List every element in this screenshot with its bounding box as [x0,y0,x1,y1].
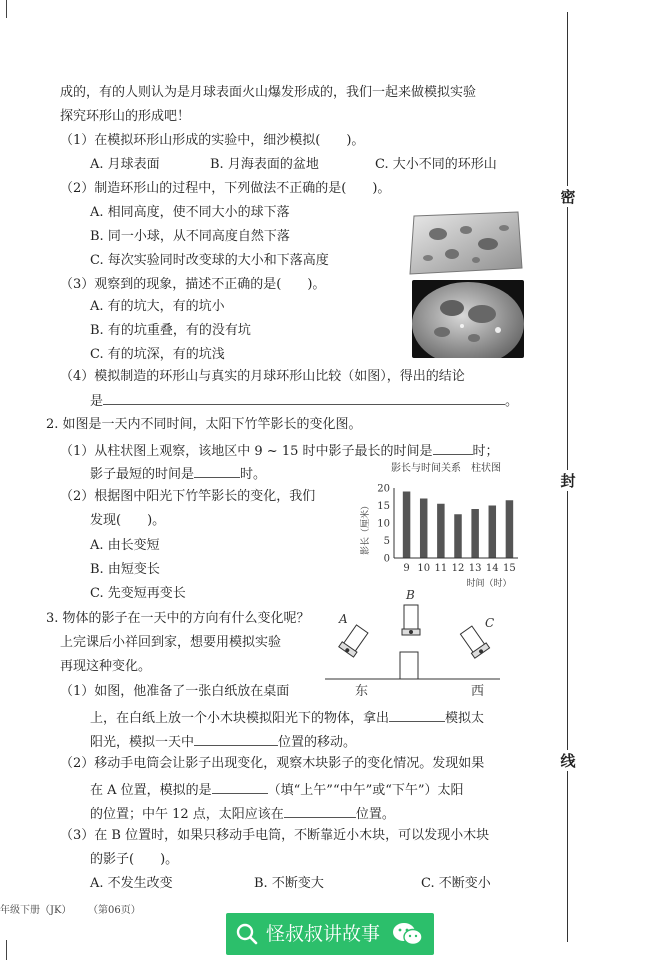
q3-sub3-line2: 的影子( )。 [90,852,179,867]
chart-x-tick-label: 13 [468,563,482,574]
chart-x-tick-label: 10 [417,563,431,574]
chart-bar [420,499,428,559]
q1-sub1-option-b: B. 月海表面的盆地 [210,157,319,172]
q3-sub2-line1: （2）移动手电筒会让影子出现变化，观察木块影子的变化情况。发现如果 [60,756,485,771]
q3-sub1-tool-blank[interactable] [389,707,445,722]
wechat-banner [226,913,434,955]
q3-sub3-line1: （3）在 B 位置时，如果只移动手电筒，不断靠近小木块，可以发现小木块 [60,828,490,843]
chart-x-tick-label: 11 [434,563,448,574]
chart-x-tick-label: 12 [451,563,465,574]
q2-sub1-line1: （1）从柱状图上观察，该地区中 9 ~ 15 时中影子最长的时间是 时； [60,440,499,461]
q2-shortest-time-blank[interactable] [194,463,240,478]
q3-sub2-line3: 的位置；中午 12 点，太阳应该在 位置。 [90,803,395,824]
q2-sub1-line2: 影子最短的时间是 时。 [90,463,266,484]
position-b-label: B [406,588,415,602]
footer-grade: 年级下册（JK） [0,905,72,916]
q2-sub2-line2: 发现( )。 [90,513,166,528]
q1-sub4-line2: 是 。 [90,390,518,411]
flashlight-b-icon [402,605,420,635]
q2-sub2-option-a: A. 由长变短 [90,538,160,553]
chart-bar [403,492,411,559]
wood-block [400,652,418,679]
intro-line-2: 探究环形山的形成吧！ [60,109,191,124]
east-label: 东 [355,684,369,697]
q3-sub2-line2: 在 A 位置，模拟的是 （填“上午”“中午”或“下午”）太阳 [90,779,464,800]
q3-sub1-object-blank[interactable] [194,731,278,746]
flashlight-diagram [325,585,515,697]
q1-sub3-option-a: A. 有的坑大，有的坑小 [90,299,225,314]
q1-sub3-option-b: B. 有的坑重叠，有的没有坑 [90,323,251,338]
chart-x-tick-label: 15 [503,563,516,574]
wechat-icon [392,921,424,947]
footer-page-number: （第06页） [88,905,141,916]
chart-bar [437,504,445,558]
search-icon [236,923,258,945]
chart-y-axis-label: 影长（厘米） [361,500,371,556]
chart-x-tick-label: 9 [403,563,410,574]
side-mark-seal: 密 [560,188,576,206]
q1-sub4-answer-blank[interactable] [103,390,505,405]
q2-title: 2. 如图是一天内不同时间，太阳下竹竿影长的变化图。 [46,417,362,432]
q2-sub2-option-b: B. 由短变长 [90,562,160,577]
q3-sub1-line3: 阳光，模拟一天中 位置的移动。 [90,731,356,752]
chart-title: 影长与时间关系 柱状图 [391,463,501,474]
q3-line2: 上完课后小祥回到家，想要用模拟实验 [60,635,282,650]
q3-sub3-option-a: A. 不发生改变 [90,876,173,891]
chart-bar [506,500,514,558]
q3-sub3-option-c: C. 不断变小 [421,876,491,891]
chart-y-tick-label: 10 [377,518,390,530]
flashlight-a-icon [339,624,370,657]
q1-sub2-text: （2）制造环形山的过程中，下列做法不正确的是( )。 [60,181,391,196]
chart-x-axis-label: 时间（时） [466,579,512,589]
q1-sub1-text: （1）在模拟环形山形成的实验中，细沙模拟( )。 [60,133,365,148]
q1-sub4-line1: （4）模拟制造的环形山与真实的月球环形山比较（如图），得出的结论 [60,369,465,384]
real-moon-photo [412,280,524,358]
q2-sub2-option-c: C. 先变短再变长 [90,586,186,601]
west-label: 西 [471,684,485,697]
chart-bar [489,506,497,559]
q2-longest-time-blank[interactable] [433,440,473,455]
q3-sub3-option-b: B. 不断变大 [254,876,324,891]
q1-sub3-text: （3）观察到的现象，描述不正确的是( )。 [60,277,326,292]
intro-line-1: 成的，有的人则认为是月球表面火山爆发形成的，我们一起来做模拟实验 [60,85,477,100]
q3-sub1-line1: （1）如图，他准备了一张白纸放在桌面 [60,684,290,699]
q1-sub2-option-a: A. 相同高度，使不同大小的球下落 [90,205,290,220]
chart-y-tick-label: 15 [377,501,390,512]
banner-text: 怪叔叔讲故事 [266,923,381,945]
left-edge-mark-bottom [6,940,7,960]
chart-y-tick-label: 20 [377,483,390,495]
chart-bar [454,514,462,558]
chart-x-tick-label: 14 [485,563,499,574]
q1-sub2-option-b: B. 同一小球，从不同高度自然下落 [90,229,290,244]
q1-sub3-option-c: C. 有的坑深，有的坑浅 [90,347,225,362]
chart-y-tick-label: 0 [383,553,390,565]
shadow-length-chart [352,458,520,590]
side-mark-envelope: 封 [560,472,576,490]
sand-crater-model-photo [408,210,524,276]
side-mark-line: 线 [560,752,576,770]
chart-y-tick-label: 5 [383,536,390,547]
q1-sub1-option-a: A. 月球表面 [90,157,160,172]
position-c-label: C [485,616,495,630]
q1-sub2-option-c: C. 每次实验同时改变球的大小和下落高度 [90,253,329,268]
q1-sub1-option-c: C. 大小不同的环形山 [375,157,497,172]
q3-line1: 3. 物体的影子在一天中的方向有什么变化呢？ [46,611,310,626]
q2-sub2-line1: （2）根据图中阳光下竹竿影长的变化，我们 [60,489,316,504]
q3-line3: 再现这种变化。 [60,659,152,674]
position-a-label: A [339,612,348,626]
chart-bar [471,509,479,558]
q3-sub1-line2: 上，在白纸上放一个小木块模拟阳光下的物体，拿出 模拟太 [90,707,484,728]
q3-sub2-time-blank[interactable] [212,779,268,794]
q3-sub2-position-blank[interactable] [284,803,356,818]
left-edge-mark-top [6,0,7,18]
